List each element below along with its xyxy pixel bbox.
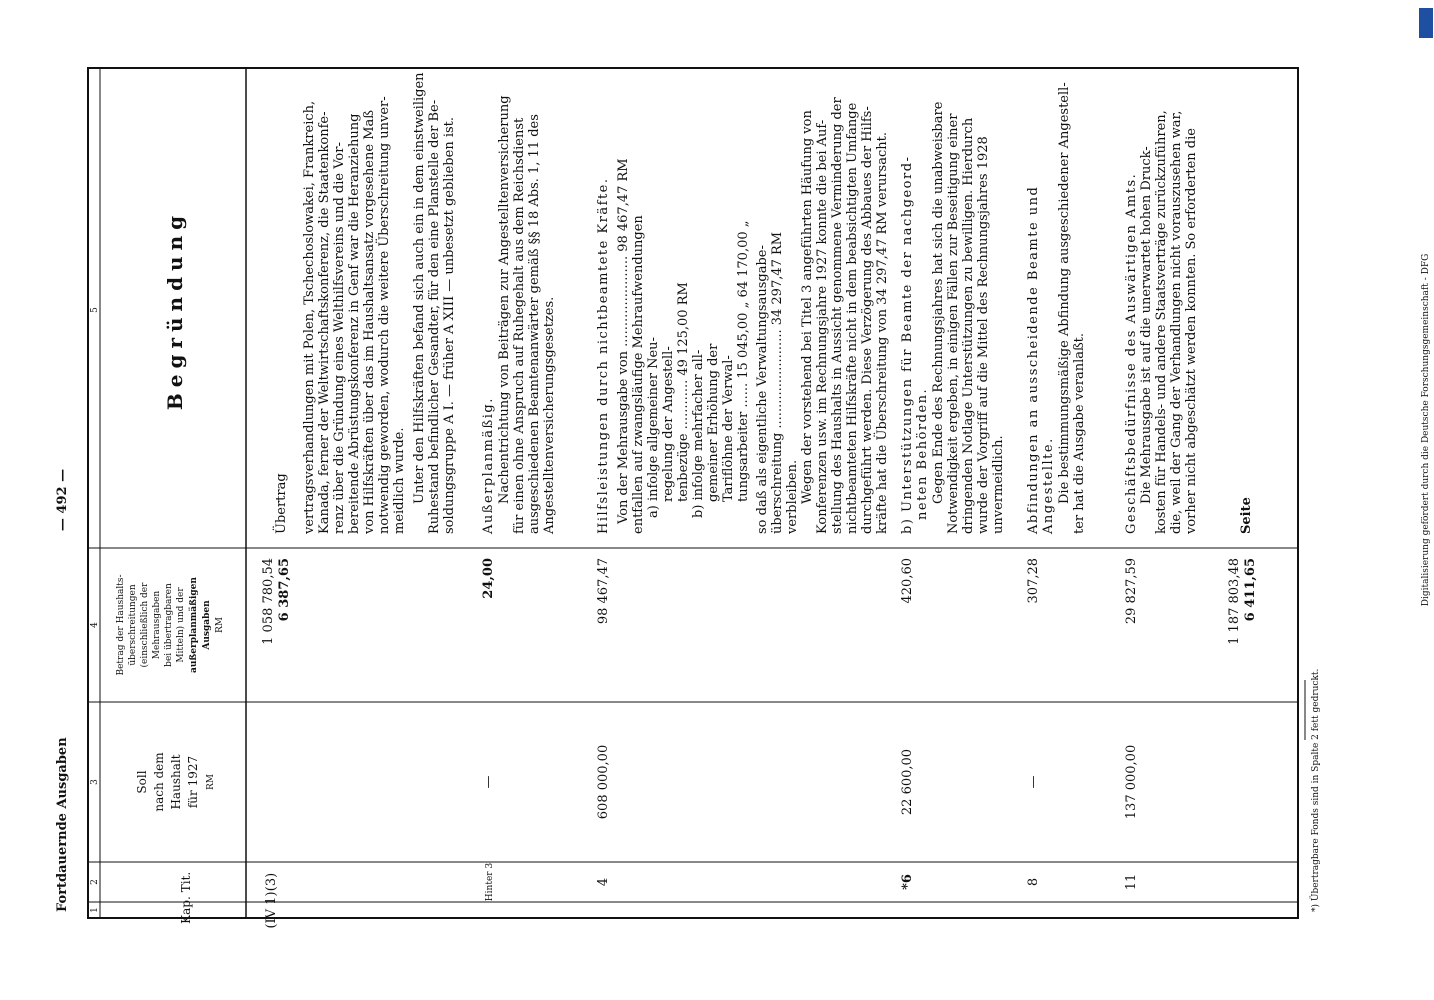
svg-text:die, weil der Gang der Verhand: die, weil der Gang der Verhandlungen nicht vorauszusehen war, (1169, 110, 1184, 534)
svg-text:*6: *6 (900, 874, 915, 890)
svg-text:RM: RM (206, 774, 216, 790)
svg-text:bei übertragbaren: bei übertragbaren (164, 583, 174, 667)
svg-text:22 600,00: 22 600,00 (900, 748, 915, 816)
svg-text:nichtbeamteten Hilfskräfte nic: nichtbeamteten Hilfskräfte nicht in dem beabsichtigten Umfange (845, 102, 860, 534)
svg-text:—: — (1026, 775, 1041, 789)
svg-text:(3): (3) (264, 872, 279, 892)
svg-text:ausgeschiedenen Beamtenanwärte: ausgeschiedenen Beamtenanwärter gemäß §§ 18 Abs. 1, 11 des (527, 114, 542, 534)
svg-text:29 827,59: 29 827,59 (1124, 558, 1139, 625)
table-row (481, 95, 557, 901)
svg-text:Von der Mehrausgabe von ......: Von der Mehrausgabe von ...................... 98 467,47 RM (616, 158, 631, 524)
svg-text:608 000,00: 608 000,00 (596, 744, 611, 820)
svg-text:so daß als eigentliche Verwalt: so daß als eigentliche Verwaltungsausgabe- (755, 245, 770, 534)
svg-text:4: 4 (90, 622, 100, 628)
svg-text:(IV 1): (IV 1) (264, 891, 279, 929)
svg-text:unvermeidlich.: unvermeidlich. (991, 435, 1006, 534)
svg-text:Angestelltenversicherungsgeset: Angestelltenversicherungsgesetzes. (542, 296, 557, 534)
svg-text:tungsarbeiter ...... 15 045,00: tungsarbeiter ...... 15 045,00 „ 64 170,00 „ (736, 220, 751, 502)
svg-text:b) Unterstützungen für Beamte: b) Unterstützungen für Beamte der nachgeord- (900, 155, 915, 534)
svg-text:kräfte hat die Überschreitung: kräfte hat die Überschreitung von 34 297,47 RM verursacht. (875, 132, 890, 534)
svg-text:RM: RM (215, 617, 225, 633)
footnote: *) Übertragbare Fonds sind in Spalte 2 fett gedruckt. (1311, 668, 1321, 912)
svg-text:Hinter 3: Hinter 3 (485, 862, 495, 902)
table-row (261, 72, 457, 929)
svg-text:307,28: 307,28 (1026, 558, 1041, 604)
svg-text:bereitende Abrüstungskonferenz: bereitende Abrüstungskonferenz in Genf war die Heranziehung (347, 113, 362, 534)
svg-text:durchgeführt werden. Diese Ver: durchgeführt werden. Diese Verzögerung des Abbaues der Hilfs- (860, 106, 875, 534)
svg-text:Unter den Hilfskräften befand: Unter den Hilfskräften befand sich auch ein in dem einstweiligen (412, 72, 427, 504)
svg-text:Nachentrichtung von Beiträgen: Nachentrichtung von Beiträgen zur Angestelltenversicherung (497, 95, 512, 504)
svg-text:notwendig geworden, wodurch di: notwendig geworden, wodurch die weitere Überschreitung unver- (377, 96, 392, 534)
svg-text:neten Behörden.: neten Behörden. (915, 387, 930, 520)
svg-text:gemeiner Erhöhung der: gemeiner Erhöhung der (706, 343, 721, 502)
svg-text:420,60: 420,60 (900, 558, 915, 604)
svg-text:kosten für Handels- und andere: kosten für Handels- und andere Staatsverträge zurückzuführen, (1154, 110, 1169, 534)
header-soll (135, 752, 216, 812)
table-header (116, 210, 225, 924)
svg-text:Haushalt: Haushalt (169, 754, 183, 810)
svg-text:6 387,65: 6 387,65 (277, 558, 292, 622)
table-row (596, 97, 890, 887)
svg-text:Konferenzen usw. im Rechnungsj: Konferenzen usw. im Rechnungsjahre 1927 konnte die bei Auf- (815, 119, 830, 534)
svg-text:8: 8 (1026, 877, 1041, 887)
svg-text:Kanada, ferner der Weltwirtsch: Kanada, ferner der Weltwirtschaftskonferenz, die Staatenkonfe- (317, 111, 332, 534)
column-numbers (90, 307, 100, 913)
svg-text:1 058 780,54: 1 058 780,54 (261, 558, 276, 645)
header-betrag (116, 574, 225, 675)
svg-text:Soll: Soll (135, 770, 149, 794)
svg-text:Wegen der vorstehend bei Titel: Wegen der vorstehend bei Titel 3 angeführten Häufung von (800, 110, 815, 504)
svg-text:2: 2 (90, 879, 100, 885)
svg-text:regelung der Angestell-: regelung der Angestell- (661, 346, 676, 502)
svg-text:24,00: 24,00 (481, 558, 496, 599)
svg-text:ter hat die Ausgabe veranlaßt.: ter hat die Ausgabe veranlaßt. (1072, 332, 1087, 534)
table-row (900, 101, 1006, 890)
svg-text:3: 3 (90, 779, 100, 785)
svg-text:tenbezüge ............ 49 125,: tenbezüge ............ 49 125,00 RM (676, 282, 691, 502)
svg-text:6 411,65: 6 411,65 (1243, 558, 1258, 622)
svg-text:Hilfsleistungen durch nichtbea: Hilfsleistungen durch nichtbeamtete Kräfte. (596, 177, 611, 534)
svg-text:137 000,00: 137 000,00 (1124, 744, 1139, 820)
svg-text:Gegen Ende des Rechnungsjahres: Gegen Ende des Rechnungsjahres hat sich die unabweisbare (931, 101, 946, 504)
svg-text:renz über die Gründung eines W: renz über die Gründung eines Welthilfsvereins und die Vor- (332, 142, 347, 534)
svg-text:wurde der Vorgriff auf die Mit: wurde der Vorgriff auf die Mittel des Rechnungsjahres 1928 (976, 136, 991, 534)
svg-text:für einen ohne Anspruch auf Ru: für einen ohne Anspruch auf Ruhegehalt aus dem Reichsdienst (512, 117, 527, 534)
row-text (302, 72, 457, 535)
svg-text:Abfindungen an ausscheidende B: Abfindungen an ausscheidende Beamte und (1026, 185, 1041, 534)
svg-text:vertragsverhandlungen mit Pole: vertragsverhandlungen mit Polen, Tschechoslowakei, Frankreich, (302, 100, 317, 534)
svg-text:Ruhestand befindlicher Gesandt: Ruhestand befindlicher Gesandter, für den eine Planstelle der Be- (427, 99, 442, 534)
svg-text:11: 11 (1124, 873, 1139, 891)
svg-text:für 1927: für 1927 (186, 755, 200, 809)
svg-text:5: 5 (90, 307, 100, 313)
svg-text:a) infolge allgemeiner Neu-: a) infolge allgemeiner Neu- (646, 337, 661, 518)
page-number: — 492 — (55, 468, 70, 532)
svg-text:nach dem: nach dem (152, 752, 166, 812)
svg-text:Angestellte.: Angestellte. (1041, 437, 1056, 534)
svg-text:überschreitungen: überschreitungen (128, 584, 138, 666)
header-begruendung: Begründung (163, 209, 187, 411)
svg-text:außerplanmäßigen: außerplanmäßigen (189, 577, 199, 673)
svg-text:Die bestimmungsmäßige Abfindun: Die bestimmungsmäßige Abfindung ausgeschiedener Angestell- (1057, 82, 1072, 504)
svg-text:Mitteln) und der: Mitteln) und der (176, 587, 186, 663)
svg-text:Außerplanmäßig.: Außerplanmäßig. (481, 397, 496, 534)
svg-text:soldungsgruppe A I. — früher A: soldungsgruppe A I. — früher A XIII — unbesetzt geblieben ist. (442, 116, 457, 534)
svg-text:b) infolge mehrfacher all-: b) infolge mehrfacher all- (691, 349, 706, 518)
svg-text:98 467,47: 98 467,47 (596, 558, 611, 625)
svg-text:1: 1 (90, 907, 100, 913)
header-tit: Tit. (179, 871, 193, 893)
svg-text:Übertrag: Übertrag (274, 473, 289, 534)
dfg-credit: Digitalisierung gefördert durch die Deutsche Forschungsgemeinschaft - DFG (1421, 253, 1431, 607)
svg-text:1 187 803,48: 1 187 803,48 (1227, 558, 1242, 645)
svg-text:(einschließlich der: (einschließlich der (140, 582, 150, 668)
svg-text:Die Mehrausgabe ist auf die un: Die Mehrausgabe ist auf die unerwartet hohen Druck- (1139, 146, 1154, 504)
svg-text:verbleiben.: verbleiben. (785, 459, 800, 534)
svg-text:stellung des Haushalts in Auss: stellung des Haushalts in Aussicht genommene Verminderung der (830, 97, 845, 534)
carry-forward (1227, 497, 1258, 645)
svg-text:Notwendigkeit ergeben, in eini: Notwendigkeit ergeben, in einigen Fällen zur Beseitigung einer (946, 113, 961, 534)
table-row (1026, 82, 1087, 886)
svg-text:entfallen auf zwangsläufige Me: entfallen auf zwangsläufige Mehraufwendungen (631, 215, 646, 534)
svg-text:dringenden Notlage Unterstützu: dringenden Notlage Unterstützungen zu bewilligen. Hierdurch (961, 117, 976, 534)
svg-text:vorher nicht abgeschätzt werde: vorher nicht abgeschätzt werden konnten. So erforderten die (1184, 128, 1199, 534)
running-title: Fortdauernde Ausgaben (55, 737, 70, 912)
svg-text:überschreitung ...............: überschreitung ........................ 34 297,47 RM (770, 231, 785, 534)
svg-text:Geschäftsbedürfnisse des Auswä: Geschäftsbedürfnisse des Auswärtigen Amts. (1124, 172, 1139, 534)
dfg-logo (1419, 8, 1433, 38)
header-kap: Kap. (179, 896, 193, 924)
svg-text:meidlich wurde.: meidlich wurde. (392, 427, 407, 534)
svg-text:4: 4 (596, 877, 611, 887)
svg-text:—: — (481, 775, 496, 789)
svg-text:von Hilfskräften über das im H: von Hilfskräften über das im Haushaltsansatz vorgesehene Maß (362, 110, 377, 534)
svg-text:Seite: Seite (1239, 497, 1254, 534)
svg-text:Betrag der Haushalts-: Betrag der Haushalts- (116, 574, 126, 676)
svg-text:Mehrausgaben: Mehrausgaben (152, 590, 162, 660)
svg-text:Ausgaben: Ausgaben (202, 600, 212, 650)
table-row (1124, 110, 1199, 890)
svg-text:Tariflöhne der Verwal-: Tariflöhne der Verwal- (721, 355, 736, 502)
